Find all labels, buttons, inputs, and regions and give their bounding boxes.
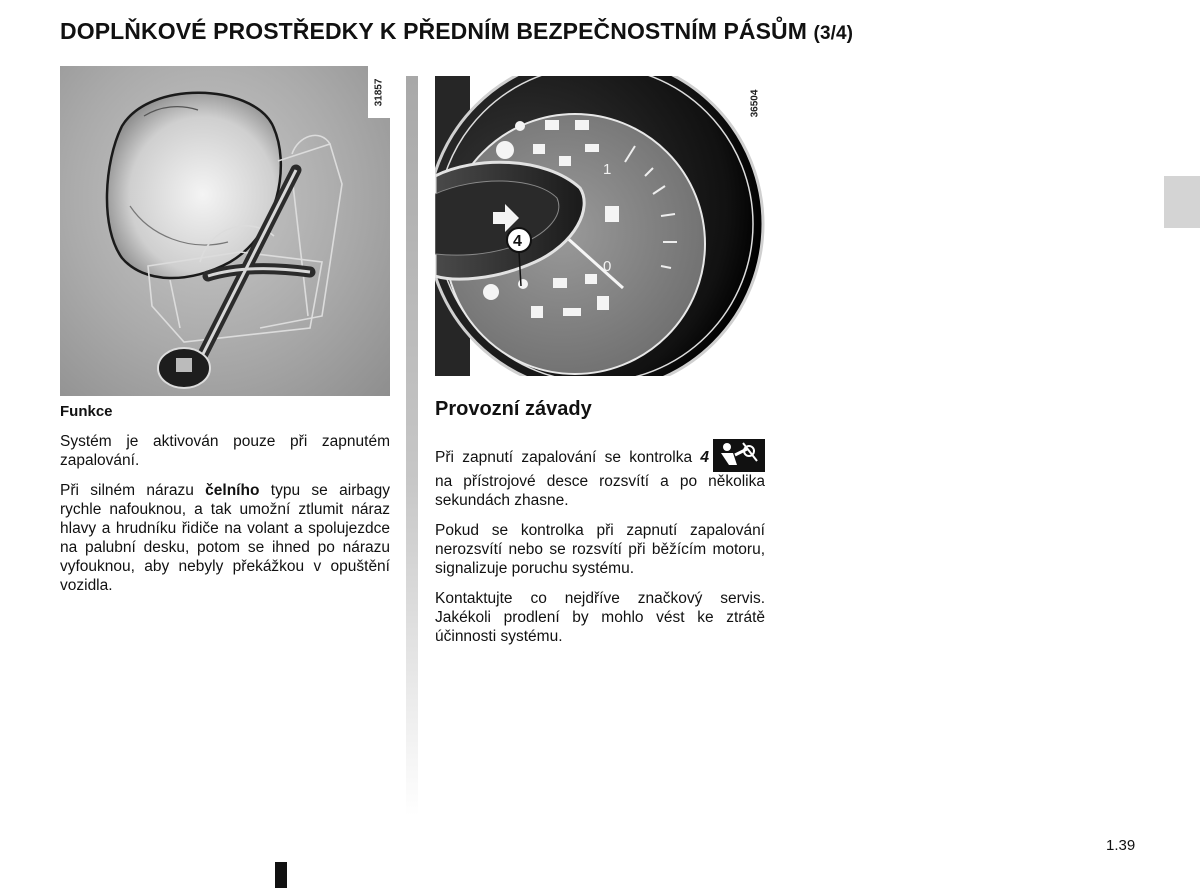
figure-ref-left: 31857 xyxy=(368,66,390,118)
crop-mark xyxy=(275,862,287,888)
title-text: DOPLŇKOVÉ PROSTŘEDKY K PŘEDNÍM BEZPEČNOSTNÍM PÁSŮM xyxy=(60,18,808,44)
title-part: (3/4) xyxy=(813,23,854,44)
right-paragraph-1: Při zapnutí zapalování se kontrolka 4 na přístrojové desce rozsvítí a po několika sekundách zhasne. xyxy=(435,439,765,510)
right-paragraph-2: Pokud se kontrolka při zapnutí zapalování nerozsvítí nebo se rozsvítí při běžícím motoru, signalizuje poruchu systému. xyxy=(435,522,765,577)
airbag-seat-illustration xyxy=(60,66,390,396)
left-paragraph-1: Systém je aktivován pouze při zapnutém zapalování. xyxy=(60,433,390,469)
right-paragraph-3: Kontaktujte co nejdříve značkový servis. Jakékoli prodlení by mohlo vést ke ztrátě účinnosti systému. xyxy=(435,590,765,645)
instrument-cluster-illustration xyxy=(435,76,765,376)
airbag-seat-drawing xyxy=(60,66,390,396)
instrument-cluster-drawing xyxy=(435,76,765,376)
chapter-side-tab xyxy=(1164,176,1200,228)
indicator-number: 4 xyxy=(700,449,709,466)
callout-4-label: 4 xyxy=(513,233,522,250)
figure-ref-right: 36504 xyxy=(744,76,766,130)
subheading-function: Funkce xyxy=(60,403,113,420)
page-title xyxy=(60,18,853,45)
left-paragraph-2: Při silném nárazu čelního typu se airbagy rychle nafouknou, a tak umožní ztlumit náraz hlavy a hrudníku řidiče na volant a spolujezdce na palubní desku, potom se ihned po nárazu vyfouknou, aby nebyly překážkou v opuštění vozidla. xyxy=(60,482,390,594)
left-column xyxy=(60,402,390,606)
section-heading-malfunctions: Provozní závady xyxy=(435,398,592,420)
column-divider xyxy=(406,76,418,816)
gauge-number-1: 1 xyxy=(603,161,612,178)
gauge-number-0: 0 xyxy=(603,258,612,275)
page-number: 1.39 xyxy=(1106,837,1136,854)
bold-frontal: čelního xyxy=(205,482,260,499)
airbag-warning-icon xyxy=(713,439,765,472)
right-column xyxy=(435,400,765,657)
